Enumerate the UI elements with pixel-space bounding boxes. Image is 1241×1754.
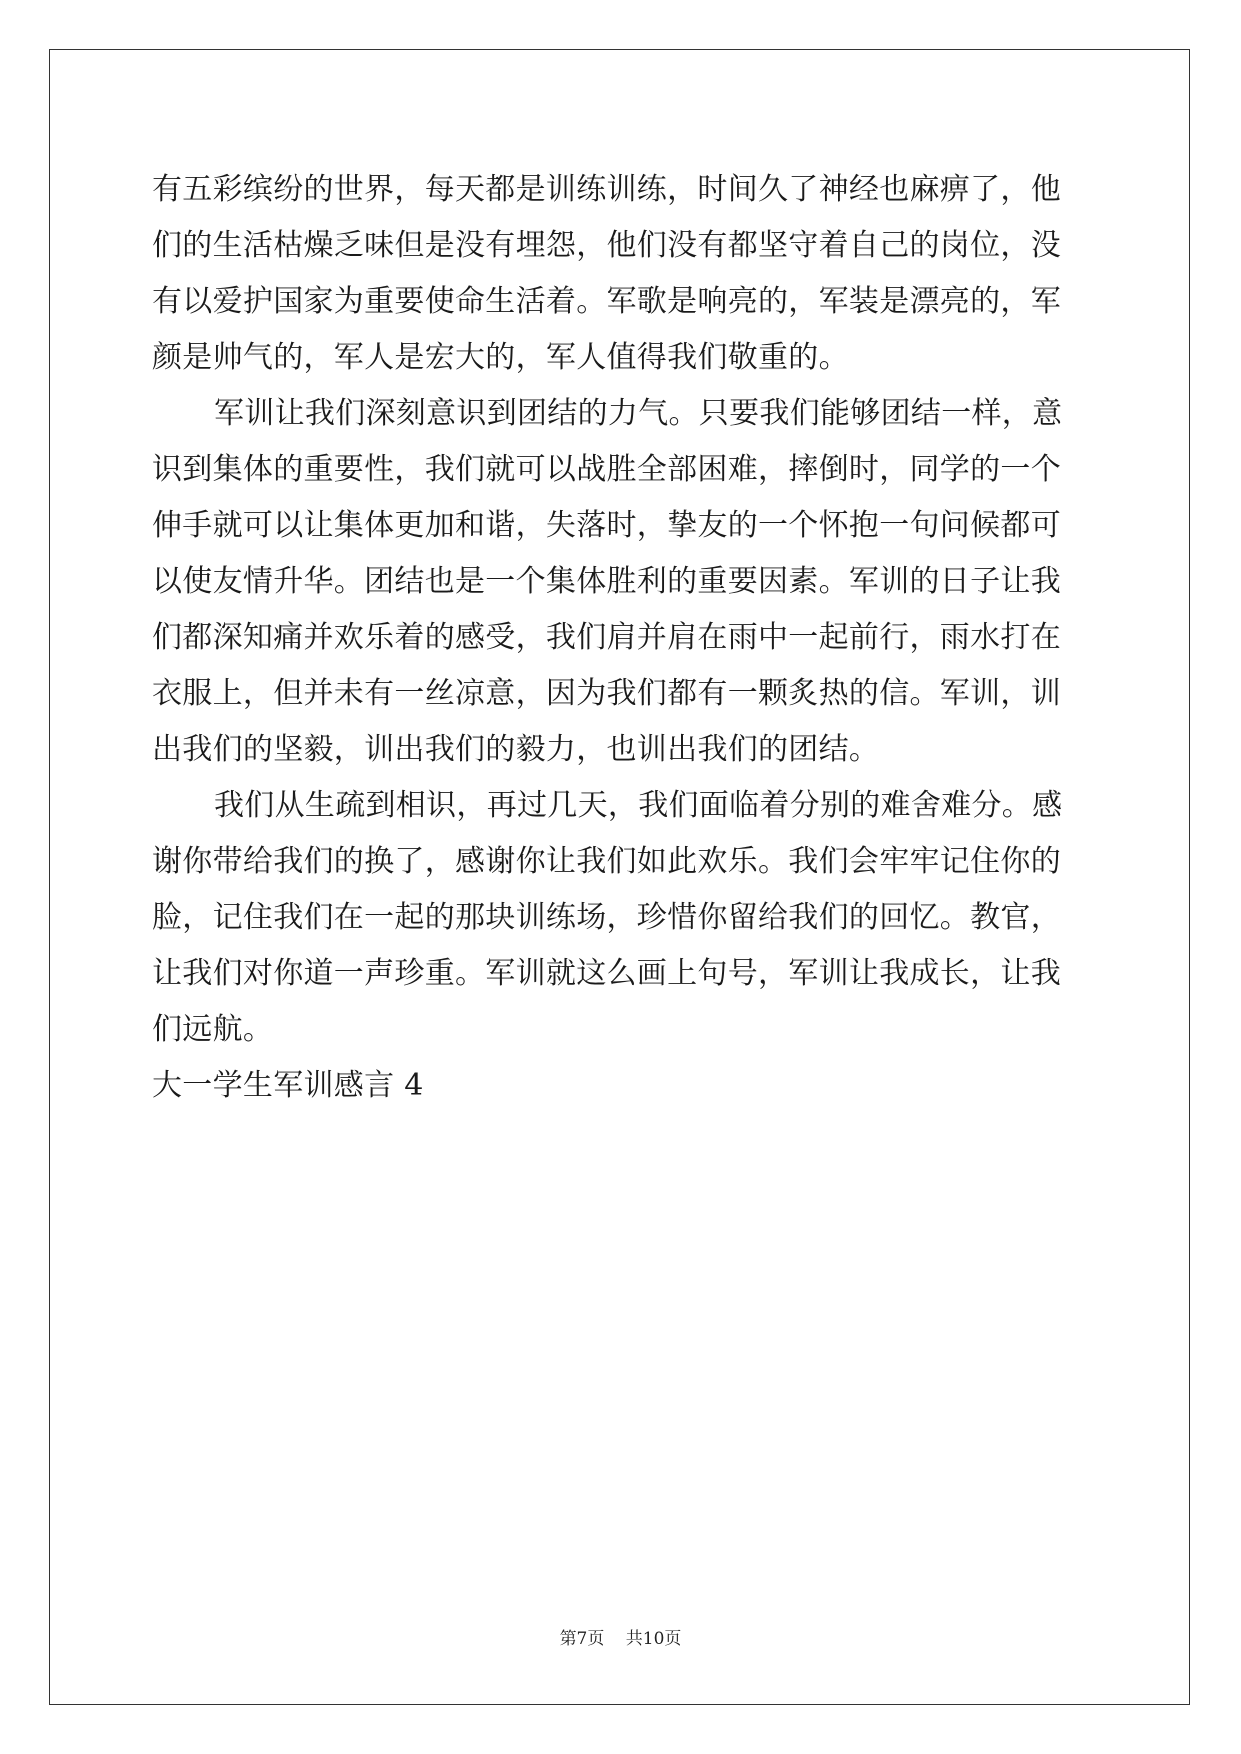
page-number: 第7页: [559, 1629, 605, 1649]
text-line: 有五彩缤纷的世界，每天都是训练训练，时间久了神经也麻痹了，他: [152, 172, 1061, 207]
text-line: 们远航。: [152, 1012, 274, 1047]
page-total: 共10页: [625, 1629, 682, 1649]
page-footer: [0, 1624, 1241, 1649]
text-line: 脸，记住我们在一起的那块训练场，珍惜你留给我们的回忆。教官，: [152, 900, 1061, 935]
text-line: 颜是帅气的，军人是宏大的，军人值得我们敬重的。: [152, 340, 849, 375]
text-line: 识到集体的重要性，我们就可以战胜全部困难，摔倒时，同学的一个: [152, 452, 1061, 487]
text-line: 让我们对你道一声珍重。军训就这么画上句号，军训让我成长，让我: [152, 956, 1061, 991]
text-line: 有以爱护国家为重要使命生活着。军歌是响亮的，军装是漂亮的，军: [152, 284, 1061, 319]
text-line: 伸手就可以让集体更加和谐，失落时，挚友的一个怀抱一句问候都可: [152, 508, 1061, 543]
text-line: 谢你带给我们的换了，感谢你让我们如此欢乐。我们会牢牢记住你的: [152, 844, 1061, 879]
paragraph-first-line: 军训让我们深刻意识到团结的力气。只要我们能够团结一样，意: [214, 396, 1063, 431]
paragraph-first-line: 我们从生疏到相识，再过几天，我们面临着分别的难舍难分。感: [214, 788, 1063, 823]
text-line: 们的生活枯燥乏味但是没有埋怨，他们没有都坚守着自己的岗位，没: [152, 228, 1061, 263]
section-heading: 大一学生军训感言 4: [152, 1068, 424, 1103]
text-line: 以使友情升华。团结也是一个集体胜利的重要因素。军训的日子让我: [152, 564, 1061, 599]
text-line: 出我们的坚毅，训出我们的毅力，也训出我们的团结。: [152, 732, 880, 767]
text-line: 们都深知痛并欢乐着的感受，我们肩并肩在雨中一起前行，雨水打在: [152, 620, 1061, 655]
text-line: 衣服上，但并未有一丝凉意，因为我们都有一颗炙热的信。军训，训: [152, 676, 1061, 711]
